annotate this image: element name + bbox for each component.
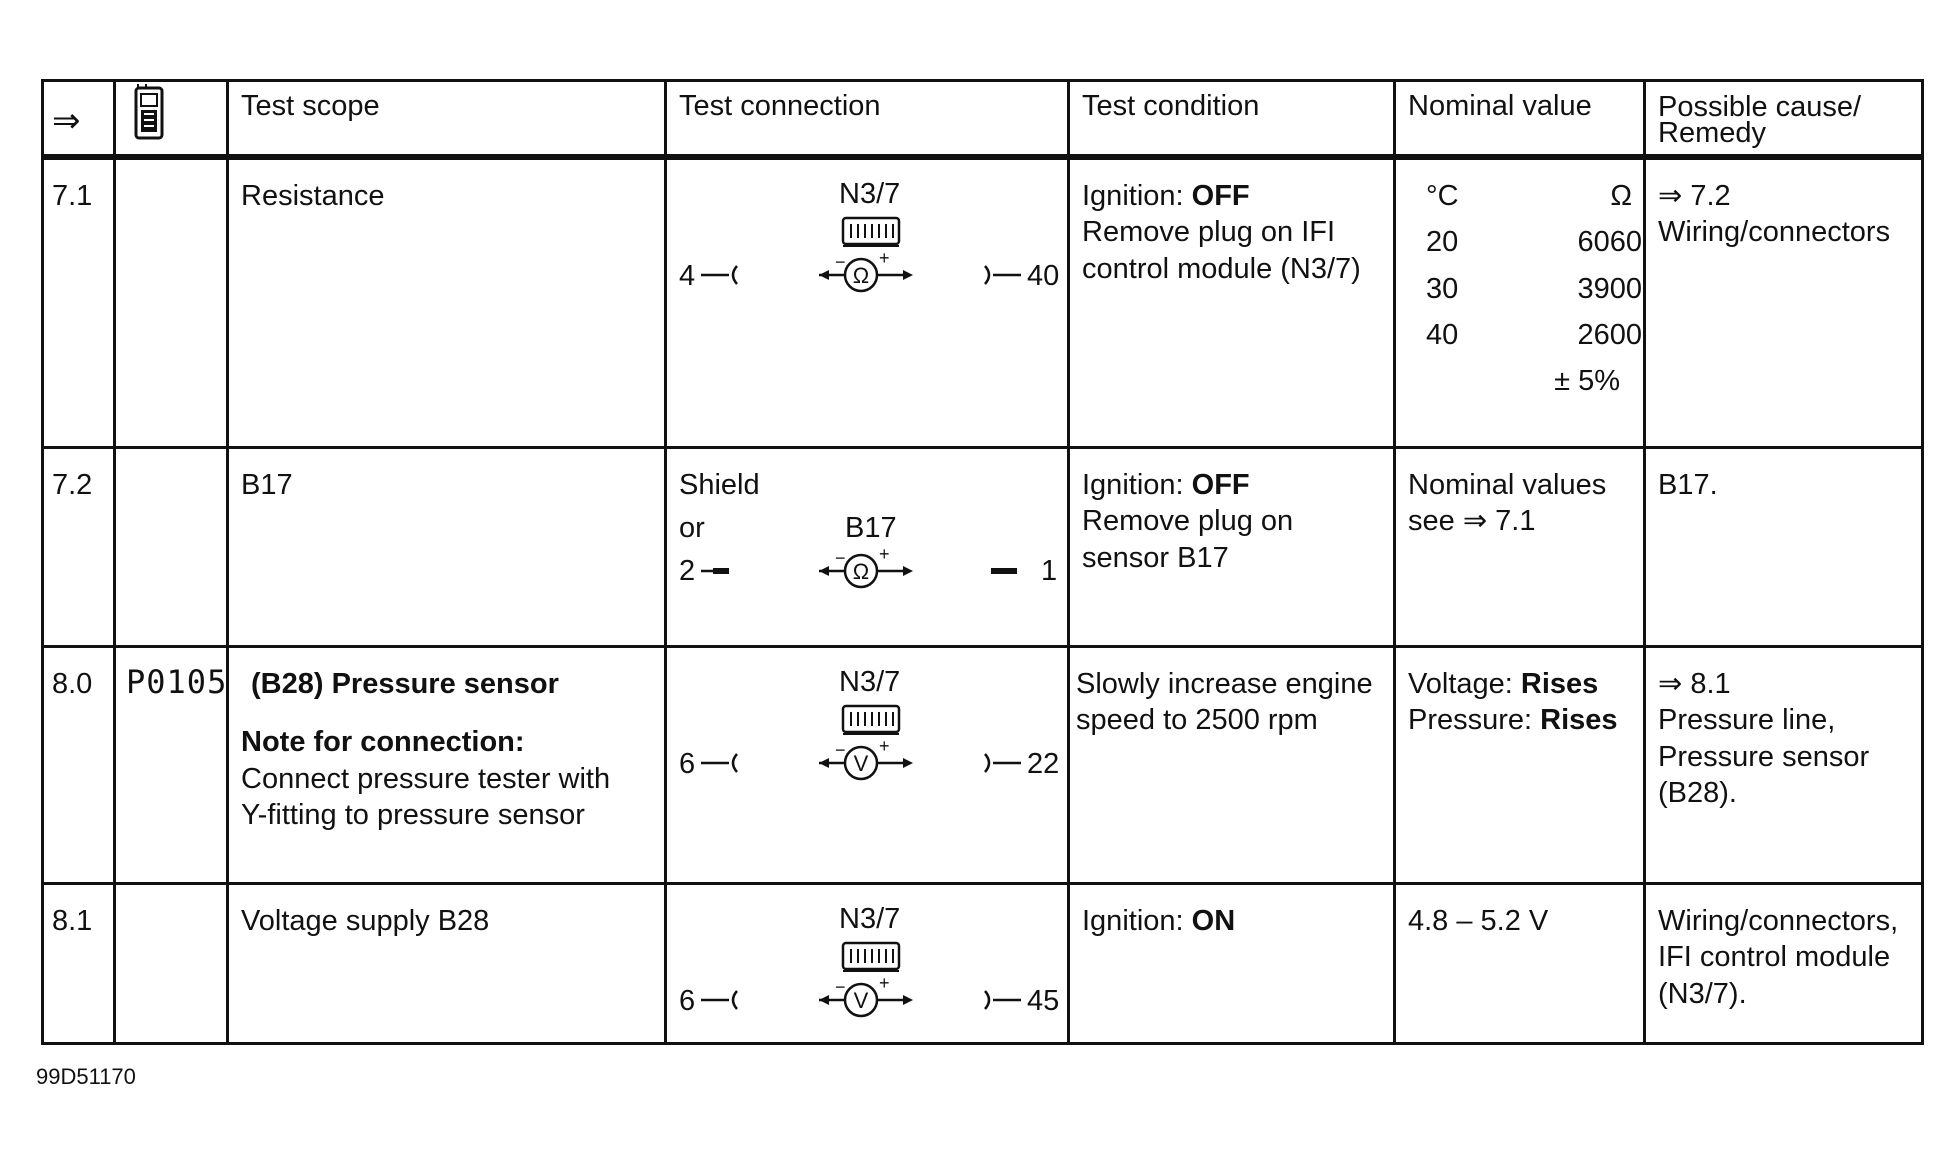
figure-reference: 99D51170 — [36, 1064, 136, 1089]
pin-right: 45 — [1027, 985, 1060, 1017]
svg-text:−: − — [835, 740, 846, 760]
component-label: N3/7 — [839, 666, 901, 698]
svg-text:−: − — [835, 548, 846, 568]
probe-right-icon — [985, 991, 1021, 1009]
pin-left: 6 — [679, 748, 696, 780]
pin-right: 40 — [1027, 260, 1060, 292]
probe-left-icon — [713, 568, 729, 574]
voltmeter-icon — [819, 736, 913, 779]
connector-plug-icon — [843, 218, 899, 246]
connection-diagram — [667, 160, 1070, 360]
meter-symbol: V — [853, 988, 869, 1013]
table-row — [43, 647, 1923, 884]
dtc-code: P0105 — [126, 663, 228, 701]
svg-text:−: − — [835, 977, 846, 997]
header-tester — [115, 81, 228, 158]
connection-diagram — [667, 648, 1070, 848]
table-row — [43, 448, 1923, 647]
pin-left: 6 — [679, 985, 696, 1017]
test-condition: Ignition: ON — [1082, 905, 1236, 937]
ohmmeter-icon — [819, 544, 913, 587]
test-connection — [666, 448, 1069, 647]
test-connection — [666, 647, 1069, 884]
header-remedy — [1645, 81, 1923, 158]
header-remedy-line1: Possible cause/ — [1658, 91, 1862, 123]
nominal-temp-header: °C — [1426, 180, 1459, 212]
test-scope — [229, 648, 664, 833]
test-scope: Voltage supply B28 — [241, 905, 490, 937]
nominal-tolerance: ± 5% — [1554, 365, 1620, 397]
diagnostic-tester-icon — [126, 84, 186, 144]
step-number: 7.2 — [52, 469, 93, 501]
header-row — [43, 81, 1923, 158]
meter-symbol: Ω — [852, 559, 870, 584]
pin-left: 4 — [679, 260, 696, 292]
scope-title: (B28) Pressure sensor — [251, 668, 559, 700]
voltmeter-icon — [819, 973, 913, 1016]
svg-text:+: + — [879, 736, 890, 756]
note-line: Connect pressure tester with — [241, 762, 611, 795]
connection-diagram — [667, 885, 1070, 1035]
header-test-scope: Test scope — [228, 81, 666, 158]
note-line: Y-fitting to pressure sensor — [241, 798, 585, 831]
dtc-code — [116, 160, 226, 174]
nominal-ohm-header: Ω — [1610, 180, 1632, 212]
nominal-value: 4.8 – 5.2 V — [1408, 905, 1549, 937]
probe-right-icon — [985, 266, 1021, 284]
step-number: 7.1 — [52, 180, 93, 212]
svg-text:+: + — [879, 248, 890, 268]
svg-text:+: + — [879, 544, 890, 564]
component-label: B17 — [845, 512, 897, 544]
connector-plug-icon — [843, 706, 899, 734]
shield-label: Shield — [679, 469, 760, 501]
ohmmeter-icon — [819, 248, 913, 291]
nominal-value: Nominal values see ⇒ 7.1 — [1408, 469, 1607, 538]
meter-symbol: V — [853, 751, 869, 776]
nominal-value: °C Ω 20 6060 30 3900 40 2600 ± 5% — [1395, 157, 1645, 448]
test-connection — [666, 884, 1069, 1044]
diagnosis-table — [41, 79, 1924, 1045]
step-number: 8.0 — [52, 668, 93, 700]
header-test-connection: Test connection — [666, 81, 1069, 158]
nominal-value: Voltage: Rises Pressure: Rises — [1408, 668, 1618, 737]
header-nominal-value: Nominal value — [1395, 81, 1645, 158]
probe-right-icon — [991, 568, 1017, 574]
component-label: N3/7 — [839, 903, 901, 935]
test-scope: Resistance — [241, 180, 385, 212]
header-arrow: ⇒ — [43, 81, 115, 158]
test-connection — [666, 157, 1069, 448]
step-number: 8.1 — [52, 905, 93, 937]
meter-symbol: Ω — [852, 263, 870, 288]
connection-diagram — [667, 449, 1070, 639]
header-remedy-line2: Remedy — [1658, 117, 1766, 150]
pin-left: 2 — [679, 555, 696, 587]
connector-plug-icon — [843, 943, 899, 971]
note-title: Note for connection: — [241, 726, 525, 759]
probe-left-icon — [701, 754, 737, 772]
probe-left-icon — [701, 991, 737, 1009]
remedy: B17. — [1658, 469, 1718, 501]
remedy: Wiring/connectors, IFI control module (N3/7). — [1658, 905, 1899, 1010]
probe-left-icon — [701, 266, 737, 284]
table-row — [43, 157, 1923, 448]
test-condition: Ignition: OFF Remove plug on IFI control module (N3/7) — [1082, 180, 1361, 285]
component-label: N3/7 — [839, 178, 901, 210]
or-label: or — [679, 512, 705, 544]
pin-right: 22 — [1027, 748, 1060, 780]
remedy: ⇒ 8.1 Pressure line, Pressure sensor (B28). — [1658, 668, 1870, 809]
test-condition: Slowly increase engine speed to 2500 rpm — [1076, 668, 1373, 737]
table-row — [43, 884, 1923, 1044]
dtc-code — [116, 885, 226, 899]
test-condition: Ignition: OFF Remove plug on sensor B17 — [1082, 469, 1294, 574]
header-test-condition: Test condition — [1069, 81, 1395, 158]
svg-text:−: − — [835, 252, 846, 272]
svg-text:+: + — [879, 973, 890, 993]
test-scope: B17 — [241, 469, 293, 501]
dtc-code — [116, 449, 226, 463]
pin-right: 1 — [1041, 555, 1058, 587]
probe-right-icon — [985, 754, 1021, 772]
remedy: ⇒ 7.2 Wiring/connectors — [1658, 180, 1891, 249]
